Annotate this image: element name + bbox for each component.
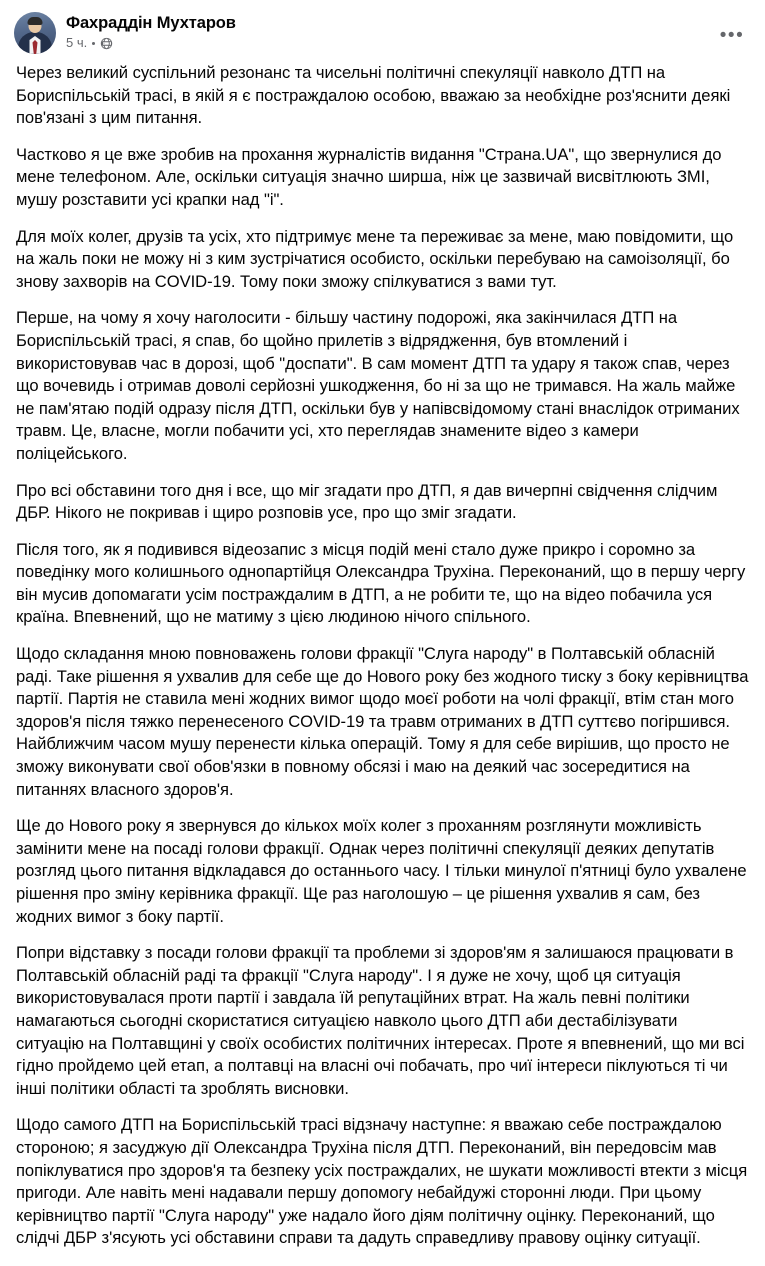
post-paragraph: Перше, на чому я хочу наголосити - більшу частину подорожі, яка закінчилася ДТП на Бориспільській трасі, я спав, бо щойно прилетів з відрядження, був втомлений і використовував час в дорозі, щоб "доспати". В сам момент ДТП та удару я також спав, через що вочевидь і отримав доволі серйозні ушкодження, бо ні за що не тримався. На жаль майже не пам'ятаю подій одразу після ДТП, оскільки був у напівсвідомому стані внаслідок отриманих травм. Це, власне, могли побачити усі, хто переглядав знамените відео з камери поліцейського.	[16, 308, 740, 463]
author-name[interactable]: Фахраддін Мухтаров	[66, 14, 236, 32]
post-paragraph: Для моїх колег, друзів та усіх, хто підтримує мене та переживає за мене, маю повідомити, що на жаль поки не можу ні з ким зустрічатися особисто, оскільки перебуваю на самоізоляції, бо знову захворів на COVID-19. Тому поки зможу спілкуватися з вами тут.	[16, 226, 734, 291]
post-paragraph: Після того, як я подивився відеозапис з місця подій мені стало дуже прикро і соромно за поведінку мого колишнього однопартійця Олександра Трухіна. Переконаний, що в першу чергу він мусив допомагати усім постраждалим в ДТП, а не робити те, що на відео побачила уся країна. Впевнений, що не матиму з цією людиною нічого спільного.	[16, 539, 746, 627]
post-paragraph: Частково я це вже зробив на прохання журналістів видання "Страна.UA", що звернулися до мене телефоном. Але, оскільки ситуація значно ширша, ніж це зазвичай висвітлюють ЗМІ, мушу розставити усі крапки над "і".	[16, 144, 722, 209]
avatar-hair	[28, 17, 43, 25]
post-meta	[66, 35, 236, 51]
post-paragraph: Через великий суспільний резонанс та чисельні політичні спекуляції навколо ДТП на Бориспільській трасі, в якій я є постраждалою особою, вважаю за необхідне роз'яснити деякі пов'язані з цим питання.	[16, 63, 731, 128]
post-timestamp[interactable]: 5 ч.	[66, 35, 88, 50]
post-options-button[interactable]: •••	[719, 24, 745, 46]
post-paragraph: Попри відставку з посади голови фракції та проблеми зі здоров'ям я залишаюся працювати в Полтавській обласній раді та фракції "Слуга народу". І я дуже не хочу, щоб ця ситуація використовувалася проти партії і завдала їй репутаційних втрат. На жаль певні політики намагаються сьогодні скористатися ситуацією навколо цього ДТП аби дестабілізувати ситуацію на Полтавщині у своїх особистих політичних інтересах. Проте я впевнений, що ми всі гідно пройдемо цей етап, а полтавці на власні очі побачать, про чиї інтереси піклуються ті чи інші політики області та зроблять висновки.	[16, 943, 745, 1098]
globe-icon[interactable]	[100, 37, 113, 50]
post-paragraph: Щодо складання мною повноважень голови фракції "Слуга народу" в Полтавській обласній раді. Таке рішення я ухвалив для себе ще до Нового року без жодного тиску з боку керівництва партії. Партія не ставила мені жодних вимог щодо моєї роботи на чолі фракції, втім стан мого здоров'я після тяжко перенесеного COVID-19 та травм отриманих в ДТП суттєво погіршився. Найближчим часом мушу перенести кілька операцій. Тому я для себе вирішив, що просто не зможу виконувати свої обов'язки в повному обсязі і маю на деякий час зосередитися на питаннях власного здоров'я.	[16, 644, 749, 799]
avatar[interactable]	[14, 12, 56, 54]
post-body	[14, 60, 751, 1266]
author-block	[66, 12, 236, 51]
post-paragraph: Про всі обставини того дня і все, що міг згадати про ДТП, я дав вичерпні свідчення слідчим ДБР. Нікого не покривав і щиро розповів усе, про що зміг згадати.	[16, 480, 718, 523]
post-header	[14, 12, 751, 60]
meta-separator-dot	[92, 42, 95, 45]
post-paragraph: Щодо самого ДТП на Бориспільській трасі відзначу наступне: я вважаю себе постраждалою стороною; я засуджую дії Олександра Трухіна після ДТП. Переконаний, він передовсім мав попіклуватися про здоров'я та безпеку усіх постраждалих, не шукати можливості втекти з місця пригоди. Але навіть мені надавали першу допомогу небайдужі сторонні люди. При цьому керівництво партії "Слуга народу" уже надало його діям політичну оцінку. Переконаний, що слідчі ДБР з'ясують усі обставини справи та дадуть справедливу правову оцінку ситуації.	[16, 1115, 748, 1248]
post-paragraph: Ще до Нового року я звернувся до кількох моїх колег з проханням розглянути можливість замінити мене на посаді голови фракції. Однак через політичні спекуляції деяких депутатів розгляд цього питання відкладався до останнього часу. І тільки минулої п'ятниці було ухвалене рішення про зміну керівника фракції. Ще раз наголошую – це рішення ухвалив я сам, без жодних вимог з боку партії.	[16, 816, 747, 926]
